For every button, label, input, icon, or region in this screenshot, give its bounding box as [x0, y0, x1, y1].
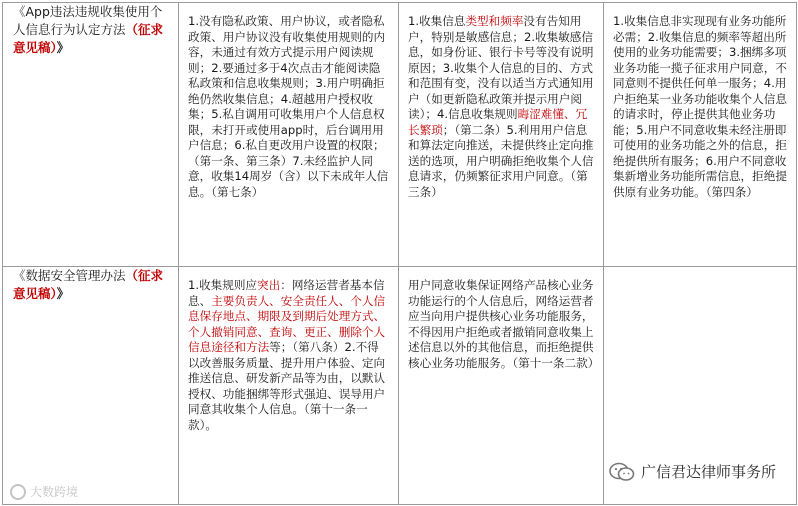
table-row — [3, 3, 797, 267]
body-text: 没有告知用户，特别是敏感信息；2.收集敏感信息，如身份证、银行卡号等没有说明原因；3.收集个人信息的目的、方式和范围有变，没有以适当方式通知用户（如更新隐私政策并提示用户阅读）；4.信息收集规则 — [408, 14, 594, 121]
highlight-text: 类型和频率 — [465, 14, 524, 28]
law-title — [3, 3, 178, 57]
cell-text — [399, 3, 603, 200]
law-title-close: 》 — [56, 40, 70, 55]
table-cell — [399, 267, 604, 505]
highlight-text: 突出 — [257, 278, 281, 292]
law-title-draft-mark: （征求意见稿） — [13, 268, 164, 301]
wechat-icon — [609, 462, 635, 482]
cell-text — [179, 267, 398, 433]
body-text: 1.收集信息 — [408, 14, 466, 28]
cell-text — [399, 267, 603, 371]
cell-text — [179, 3, 398, 200]
body-text: 1.收集规则应 — [188, 278, 258, 292]
comparison-table — [2, 2, 797, 505]
watermark-left — [10, 483, 78, 501]
body-text: 用户同意收集保证网络产品核心业务功能运行的个人信息后，网络运营者应当向用户提供核心业务功能服务，不得因用户拒绝或者撤销同意收集上述信息以外的其他信息，而拒绝提供核心业务功能服务。（第十一条二款） — [408, 278, 600, 370]
body-text: 1.没有隐私政策、用户协议，或者隐私政策、用户协议没有收集使用规则的内容，未通过有效方式提示用户阅读规则；2.要通过多于4次点击才能阅读隐私政策和信息收集规则；3.用户明确拒绝仍然收集信息；4.超越用户授权收集；5.私自调用可收集用户个人信息权限，未打开或使用app时，后台调用用户信息；6.私自更改用户设置的权限；（第一条、第三条）7.未经监护人同意，收集14周岁（含）以下未成年人信息。（第七条） — [188, 14, 389, 199]
watermark-logo-icon — [10, 484, 26, 500]
table-cell — [179, 267, 399, 505]
table-cell — [179, 3, 399, 267]
body-text: 1.收集信息非实现现有业务功能所必需；2.收集信息的频率等超出所使用的业务功能需要；3.捆绑多项业务功能一揽子征求用户同意，不同意则不提供任何单一服务；4.用户拒绝某一业务功能收集个人信息的请求时，停止提供其他业务功能；5.用户不同意收集未经注册即可使用的业务功能之外的信息，拒绝提供所有服务；6.用户不同意收集新增业务功能所需信息，拒绝提供原有业务功能。（第四条） — [613, 14, 787, 199]
law-title-text: 《App违法违规收集使用个人信息行为认定方法 — [13, 4, 163, 37]
law-title-draft-mark: （征求意见稿） — [13, 22, 164, 55]
watermark-right-text: 广信君达律师事务所 — [640, 463, 776, 481]
table-cell — [399, 3, 604, 267]
law-title-close: 》 — [56, 286, 70, 301]
body-text: ：网络运营者基本信息、 — [188, 278, 385, 308]
law-title-text: 《数据安全管理办法 — [13, 268, 126, 283]
cell-text — [604, 267, 796, 278]
watermark-left-text: 大数跨境 — [30, 484, 79, 499]
row-title-cell — [3, 267, 179, 505]
table-cell — [604, 3, 797, 267]
law-title — [3, 267, 178, 303]
cell-text — [604, 3, 796, 200]
body-text: 等；（第八条）2.不得以改善服务质量、提升用户体验、定向推送信息、研发新产品等为由，以默认授权、功能捆绑等形式强迫、误导用户同意其收集个人信息。（第十一条一款）。 — [188, 340, 386, 432]
highlight-text: 晦涩难懂、冗长繁琐 — [408, 107, 588, 137]
row-title-cell — [3, 3, 179, 267]
body-text: ；（第二条）5.利用用户信息和算法定向推送，未提供终止定向推送的选项，用户明确拒绝收集个人信息请求，仍频繁征求用户同意。（第三条） — [408, 122, 594, 199]
highlight-text: 主要负责人、安全责任人、个人信息保存地点、期限及到期后处理方式、个人撤销同意、查询、更正、删除个人信息途径和方法 — [188, 293, 386, 354]
watermark-right — [609, 461, 776, 482]
